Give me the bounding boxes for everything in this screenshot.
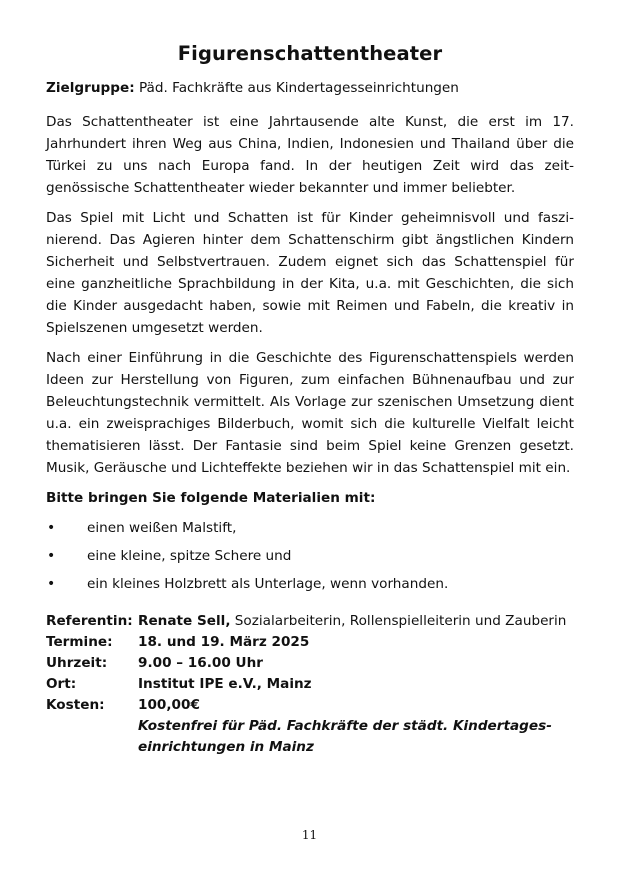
info-row-referentin <box>46 611 574 632</box>
uhrzeit-value: 9.00 – 16.00 Uhr <box>138 655 263 671</box>
material-item-label: ein kleines Holzbrett als Unterlage, wenn vorhanden. <box>87 576 449 592</box>
info-row-ort <box>46 674 574 695</box>
uhrzeit-label: Uhrzeit: <box>46 655 108 671</box>
referentin-value <box>138 611 574 632</box>
info-row-uhrzeit <box>46 653 574 674</box>
info-row-kosten <box>46 695 574 716</box>
bullet-icon: • <box>47 548 56 564</box>
bullet-icon: • <box>47 576 56 592</box>
list-item <box>46 570 574 598</box>
kosten-value: 100,00€ <box>138 697 200 713</box>
ort-label: Ort: <box>46 676 77 692</box>
info-row-kosten-note <box>46 716 574 758</box>
page-title: Figurenschattentheater <box>177 42 443 65</box>
document-page <box>46 40 574 758</box>
info-row-termine <box>46 632 574 653</box>
target-group-label: Zielgruppe: <box>46 80 135 96</box>
paragraph-benefits: Das Spiel mit Licht und Schatten ist für Kinder geheimnisvoll und faszinierend. Das Agieren hinter dem Schattenschirm gibt ängstlichen Kindern Sicherheit und Selbstvertrauen. Zudem eignet sich das Schattenspiel für eine ganzheitliche Sprachbildung in der Kita, u.a. mit Geschichten, die sich die Kinder ausgedacht haben, sowie mit Reimen und Fabeln, die kreativ in Spielszenen umgesetzt werden. <box>46 210 574 336</box>
course-info <box>46 611 574 758</box>
target-group <box>46 78 574 98</box>
material-item-label: eine kleine, spitze Schere und <box>87 548 292 564</box>
kosten-note-spacer <box>46 716 138 758</box>
material-item-label: einen weißen Malstift, <box>87 520 237 536</box>
kosten-label: Kosten: <box>46 697 105 713</box>
termine-value: 18. und 19. März 2025 <box>138 634 310 650</box>
bullet-icon: • <box>47 520 56 536</box>
paragraph-history: Das Schattentheater ist eine Jahrtausende alte Kunst, die erst im 17. Jahrhundert ihren Weg aus China, Indien, Indonesien und Thailand über die Türkei zu uns nach Europa fand. In der heutigen Zeit wird das zeitgenössische Schattentheater wieder bekannter und immer beliebter. <box>46 114 574 196</box>
target-group-value: Päd. Fachkräfte aus Kindertagesseinrichtungen <box>138 80 459 96</box>
materials-list <box>46 514 574 598</box>
referentin-description: Sozialarbeiterin, Rollenspielleiterin und Zauberin <box>230 613 567 629</box>
kosten-note: Kostenfrei für Päd. Fachkräfte der städt. Kindertageseinrichtungen in Mainz <box>138 718 552 755</box>
termine-label: Termine: <box>46 634 113 650</box>
page-number: 11 <box>301 828 318 842</box>
ort-value: Institut IPE e.V., Mainz <box>138 676 312 692</box>
list-item <box>46 542 574 570</box>
referentin-name: Renate Sell, <box>138 613 231 629</box>
paragraph-course-content: Nach einer Einführung in die Geschichte des Figurenschattenspiels werden Ideen zur Herstellung von Figuren, zum einfachen Bühnenaufbau und zur Beleuchtungstechnik vermittelt. Als Vorlage zur szenischen Umsetzung dient u.a. ein zweisprachiges Bilderbuch, womit sich die kulturelle Vielfalt leicht thematisieren lässt. Der Fantasie sind beim Spiel keine Grenzen gesetzt. Musik, Geräusche und Lichteffekte beziehen wir in das Schattenspiel mit ein. <box>46 350 574 476</box>
list-item <box>46 514 574 542</box>
referentin-label: Referentin: <box>46 613 133 629</box>
materials-heading: Bitte bringen Sie folgende Materialien mit: <box>46 490 376 506</box>
